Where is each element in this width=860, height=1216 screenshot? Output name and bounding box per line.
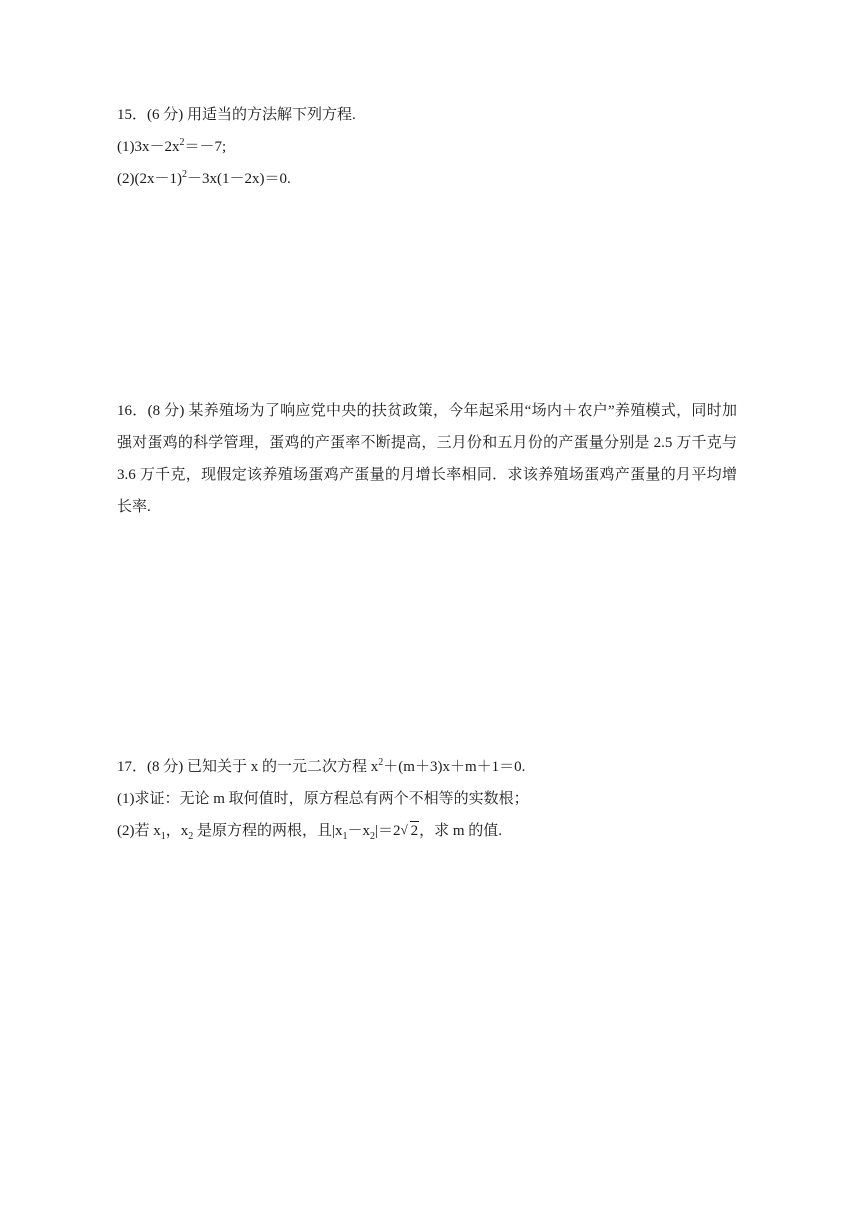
problem-number: 15． <box>117 107 148 123</box>
problem-15-header <box>117 99 737 131</box>
part-text: ，求 m 的值. <box>419 823 502 839</box>
problem-16 <box>117 395 737 523</box>
problem-points: (8 分) <box>147 403 185 419</box>
subscript: 1 <box>342 831 348 842</box>
subscript: 2 <box>188 831 194 842</box>
problem-stem: 某养殖场为了响应党中央的扶贫政策，今年起采用“场内＋农户”养殖模式，同时加强对蛋鸡的科学管理，蛋鸡的产蛋率不断提高，三月份和五月份的产蛋量分别是 2.5 万千克与 3.6 万千克，现假定该养殖场蛋鸡产蛋量的月增长率相同．求该养殖场蛋鸡产蛋量的月平均增长率. <box>117 403 737 515</box>
part-text: (2)若 x <box>117 823 161 839</box>
problem-points: (8 分) <box>147 759 184 775</box>
subscript: 1 <box>160 831 166 842</box>
part-text: －x <box>347 823 371 839</box>
part-text: |＝2 <box>375 823 401 839</box>
equation-text: (2)(2x－1) <box>117 171 182 187</box>
problem-15-part-1 <box>117 131 737 163</box>
problem-stem: ＋(m＋3)x＋m＋1＝0. <box>383 759 526 775</box>
exponent: 2 <box>181 169 187 180</box>
problem-17-header <box>117 751 737 783</box>
part-text: ，x <box>165 823 189 839</box>
problem-points: (6 分) <box>147 107 184 123</box>
exponent: 2 <box>179 137 185 148</box>
problem-15-part-2 <box>117 163 737 195</box>
problem-number: 16． <box>117 403 148 419</box>
problem-16-body <box>117 395 737 523</box>
problem-stem: 用适当的方法解下列方程. <box>183 107 356 123</box>
equation-text: ＝－7; <box>184 139 227 155</box>
part-text: 是原方程的两根，且|x <box>193 823 343 839</box>
subscript: 2 <box>370 831 376 842</box>
problem-15 <box>117 99 737 195</box>
problem-17 <box>117 751 737 847</box>
problem-stem: 已知关于 x 的一元二次方程 x <box>183 759 379 775</box>
equation-text: －3x(1－2x)＝0. <box>186 171 291 187</box>
radical-sign: √ <box>400 822 408 837</box>
problem-17-part-2 <box>117 815 737 847</box>
square-root <box>401 815 420 847</box>
equation-text: (1)3x－2x <box>117 139 180 155</box>
problem-17-part-1: (1)求证：无论 m 取何值时，原方程总有两个不相等的实数根； <box>117 791 529 807</box>
problem-number: 17． <box>117 759 148 775</box>
exponent: 2 <box>378 757 384 768</box>
radicand: 2 <box>410 823 419 839</box>
